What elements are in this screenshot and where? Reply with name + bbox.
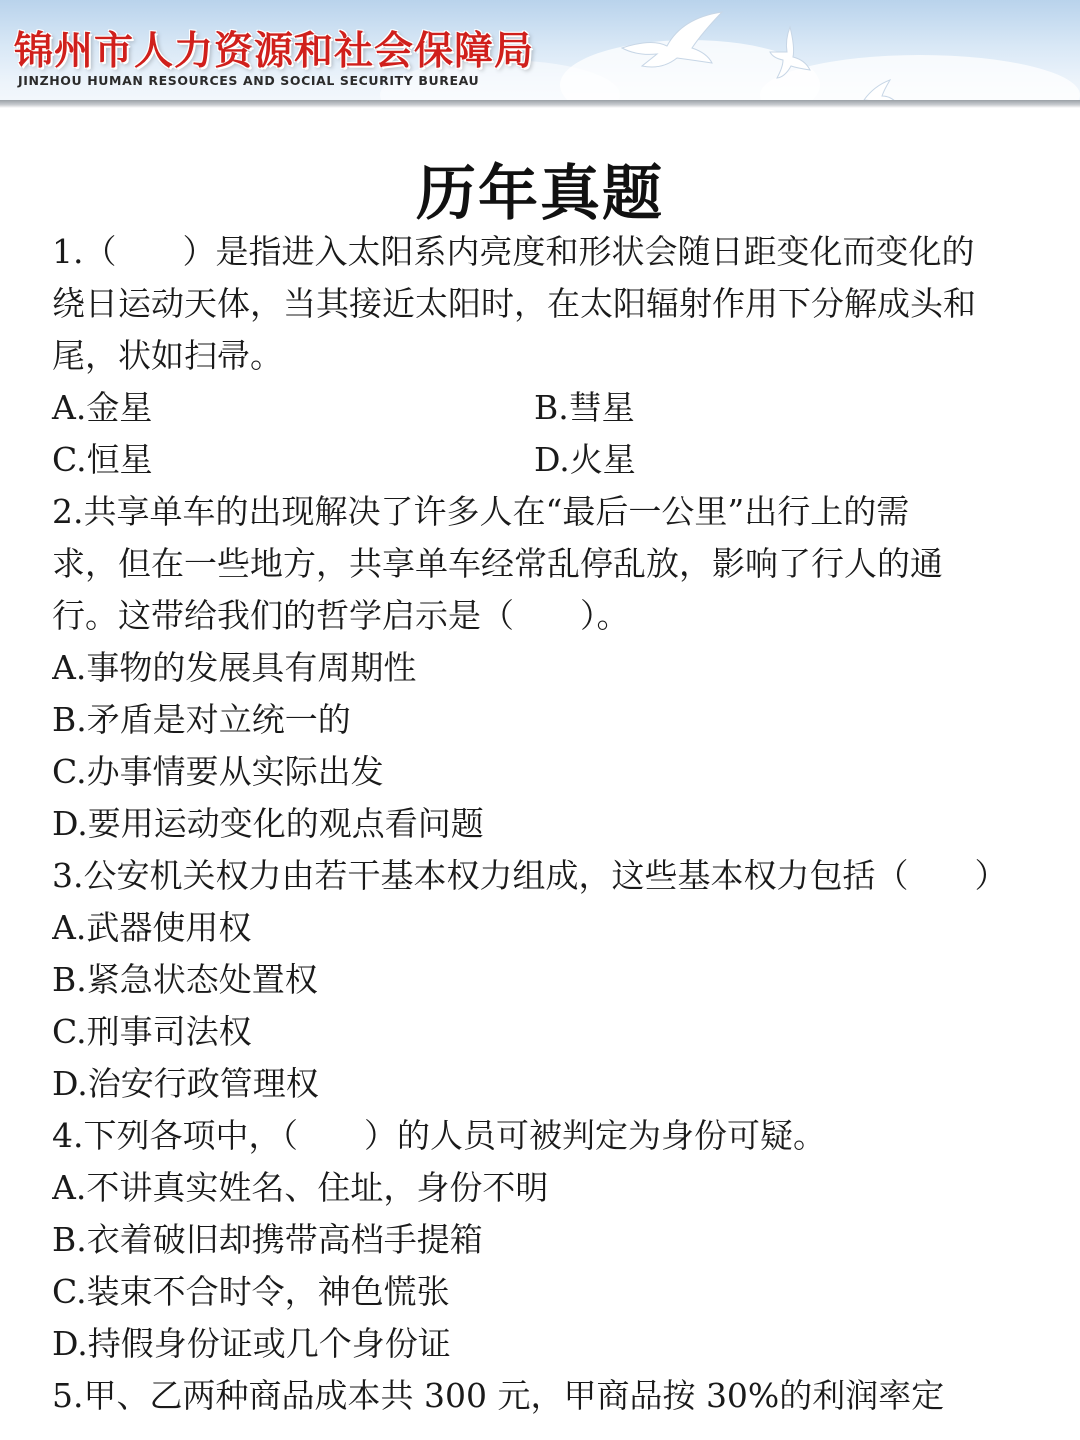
dove-icon [765, 22, 815, 82]
question-text-line: 5.甲、乙两种商品成本共 300 元，甲商品按 30%的利润率定 [52, 1376, 945, 1415]
option-a: A.事物的发展具有周期性 [52, 648, 417, 687]
option-b: B.矛盾是对立统一的 [52, 700, 351, 739]
question-1 [52, 226, 1042, 486]
option-row [52, 382, 1042, 434]
option-d: D.火星 [534, 440, 636, 479]
option-b: B.彗星 [534, 388, 635, 427]
option-d: D.持假身份证或几个身份证 [52, 1324, 451, 1363]
option-c: C.装束不合时令，神色慌张 [52, 1272, 450, 1311]
dove-icon [612, 8, 732, 78]
question-3 [52, 850, 1042, 1110]
option-c: C.办事情要从实际出发 [52, 752, 384, 791]
question-4 [52, 1110, 1042, 1370]
question-5 [52, 1370, 1042, 1422]
question-2 [52, 486, 1042, 850]
question-text-line: 尾，状如扫帚。 [52, 336, 283, 375]
question-text-line: 4.下列各项中，（ ）的人员可被判定为身份可疑。 [52, 1116, 826, 1155]
question-text-line: 2.共享单车的出现解决了许多人在“最后一公里”出行上的需 [52, 492, 910, 531]
bureau-name-en: JINZHOU HUMAN RESOURCES AND SOCIAL SECURITY BUREAU [18, 73, 480, 88]
option-a: A.不讲真实姓名、住址，身份不明 [52, 1168, 549, 1207]
question-text-line: 绕日运动天体，当其接近太阳时，在太阳辐射作用下分解成头和 [52, 284, 976, 323]
question-text-line: 行。这带给我们的哲学启示是（ ）。 [52, 596, 630, 635]
option-b: B.紧急状态处置权 [52, 960, 318, 999]
option-a: A.武器使用权 [52, 908, 252, 947]
header-banner [0, 0, 1080, 104]
question-text-line: 求，但在一些地方，共享单车经常乱停乱放，影响了行人的通 [52, 544, 943, 583]
question-text-line: 3.公安机关权力由若干基本权力组成，这些基本权力包括（ ） [52, 856, 1008, 895]
option-b: B.衣着破旧却携带高档手提箱 [52, 1220, 483, 1259]
option-d: D.治安行政管理权 [52, 1064, 319, 1103]
page-title: 历年真题 [416, 159, 664, 229]
header-divider [0, 100, 1080, 108]
question-text-line: 1.（ ）是指进入太阳系内亮度和形状会随日距变化而变化的 [52, 232, 975, 271]
option-a: A.金星 [52, 388, 153, 427]
option-row [52, 434, 1042, 486]
option-c: C.刑事司法权 [52, 1012, 252, 1051]
option-d: D.要用运动变化的观点看问题 [52, 804, 484, 843]
option-c: C.恒星 [52, 440, 153, 479]
question-list [52, 226, 1042, 1422]
bureau-name: 锦州市人力资源和社会保障局 [14, 29, 535, 74]
